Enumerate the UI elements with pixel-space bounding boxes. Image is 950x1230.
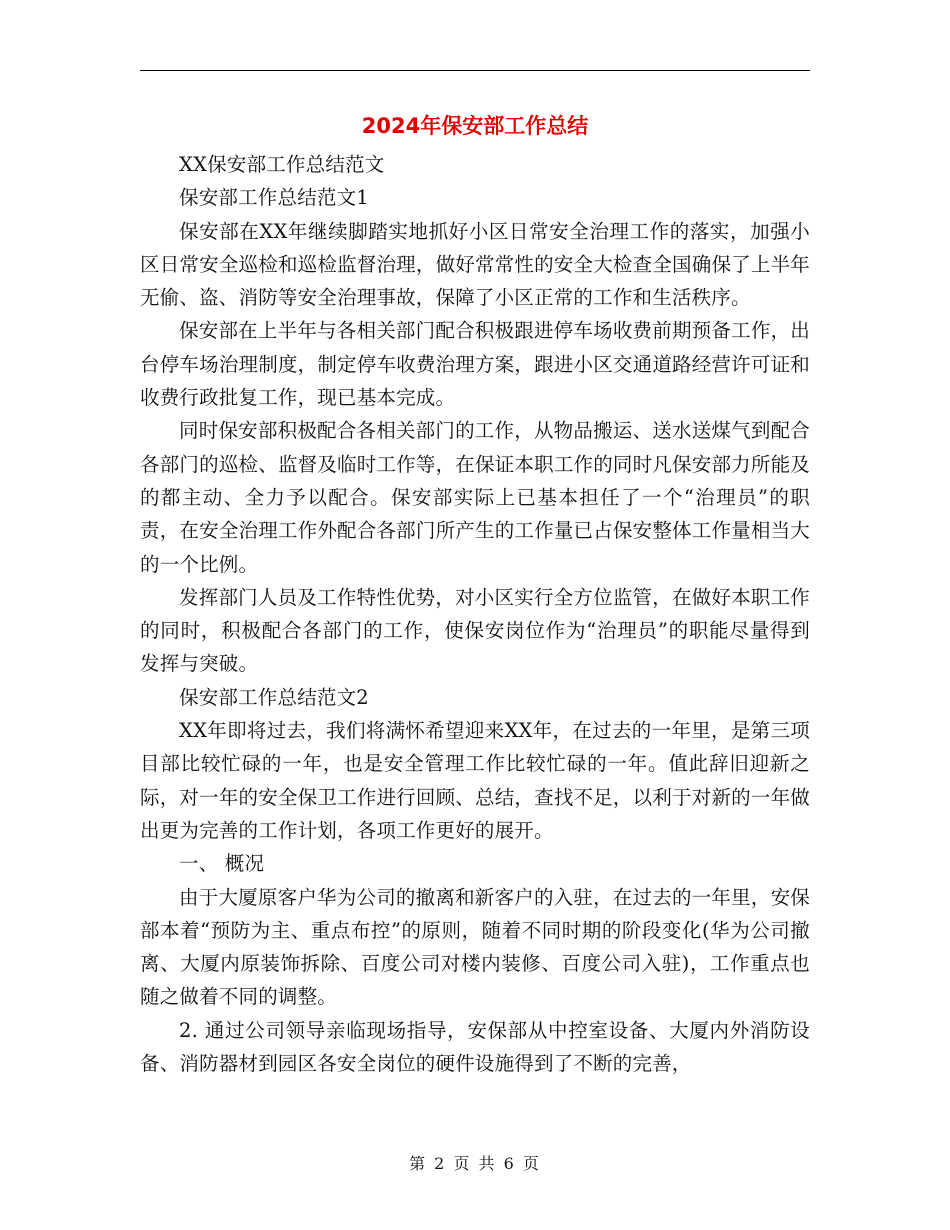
paragraph: 保安部在上半年与各相关部门配合积极跟进停车场收费前期预备工作，出台停车场治理制度，制定停车收费治理方案，跟进小区交通道路经营许可证和收费行政批复工作，现已基本完成。 <box>140 319 810 410</box>
document-title: 2024年保安部工作总结 <box>361 114 589 138</box>
header-rule <box>140 70 810 71</box>
paragraph: 发挥部门人员及工作特性优势，对小区实行全方位监管，在做好本职工作的同时，积极配合各部门的工作，使保安岗位作为“治理员”的职能尽量得到发挥与突破。 <box>140 585 810 676</box>
paragraph: 同时保安部积极配合各相关部门的工作，从物品搬运、送水送煤气到配合各部门的巡检、监督及临时工作等，在保证本职工作的同时凡保安部力所能及的都主动、全力予以配合。保安部实际上已基本担任了一个“治理员”的职责，在安全治理工作外配合各部门所产生的工作量已占保安整体工作量相当大的一个比例。 <box>140 419 810 576</box>
paragraph: 由于大厦原客户华为公司的撤离和新客户的入驻，在过去的一年里，安保部本着“预防为主、重点布控”的原则，随着不同时期的阶段变化(华为公司撤离、大厦内原装饰拆除、百度公司对楼内装修、百度公司入驻)，工作重点也随之做着不同的调整。 <box>140 885 810 1009</box>
paragraph: 保安部工作总结范文2 <box>179 685 369 709</box>
section-heading: 一、 概况 <box>179 852 265 876</box>
paragraph: XX年即将过去，我们将满怀希望迎来XX年，在过去的一年里，是第三项目部比较忙碌的一年，也是安全管理工作比较忙碌的一年。值此辞旧迎新之际，对一年的安全保卫工作进行回顾、总结，查找不足，以利于对新的一年做出更为完善的工作计划，各项工作更好的展开。 <box>140 719 810 842</box>
paragraph: 2. 通过公司领导亲临现场指导，安保部从中控室设备、大厦内外消防设备、消防器材到园区各安全岗位的硬件设施得到了不断的完善， <box>140 1018 810 1076</box>
paragraph: XX保安部工作总结范文 <box>179 153 385 176</box>
document-body <box>140 148 810 1080</box>
paragraph: 保安部工作总结范文1 <box>179 186 369 210</box>
page-number-footer: 第 2 页 共 6 页 <box>409 1154 541 1173</box>
paragraph: 保安部在XX年继续脚踏实地抓好小区日常安全治理工作的落实，加强小区日常安全巡检和巡检监督治理，做好常常性的安全大检查全国确保了上半年无偷、盗、消防等安全治理事故，保障了小区正常的工作和生活秩序。 <box>140 219 810 310</box>
